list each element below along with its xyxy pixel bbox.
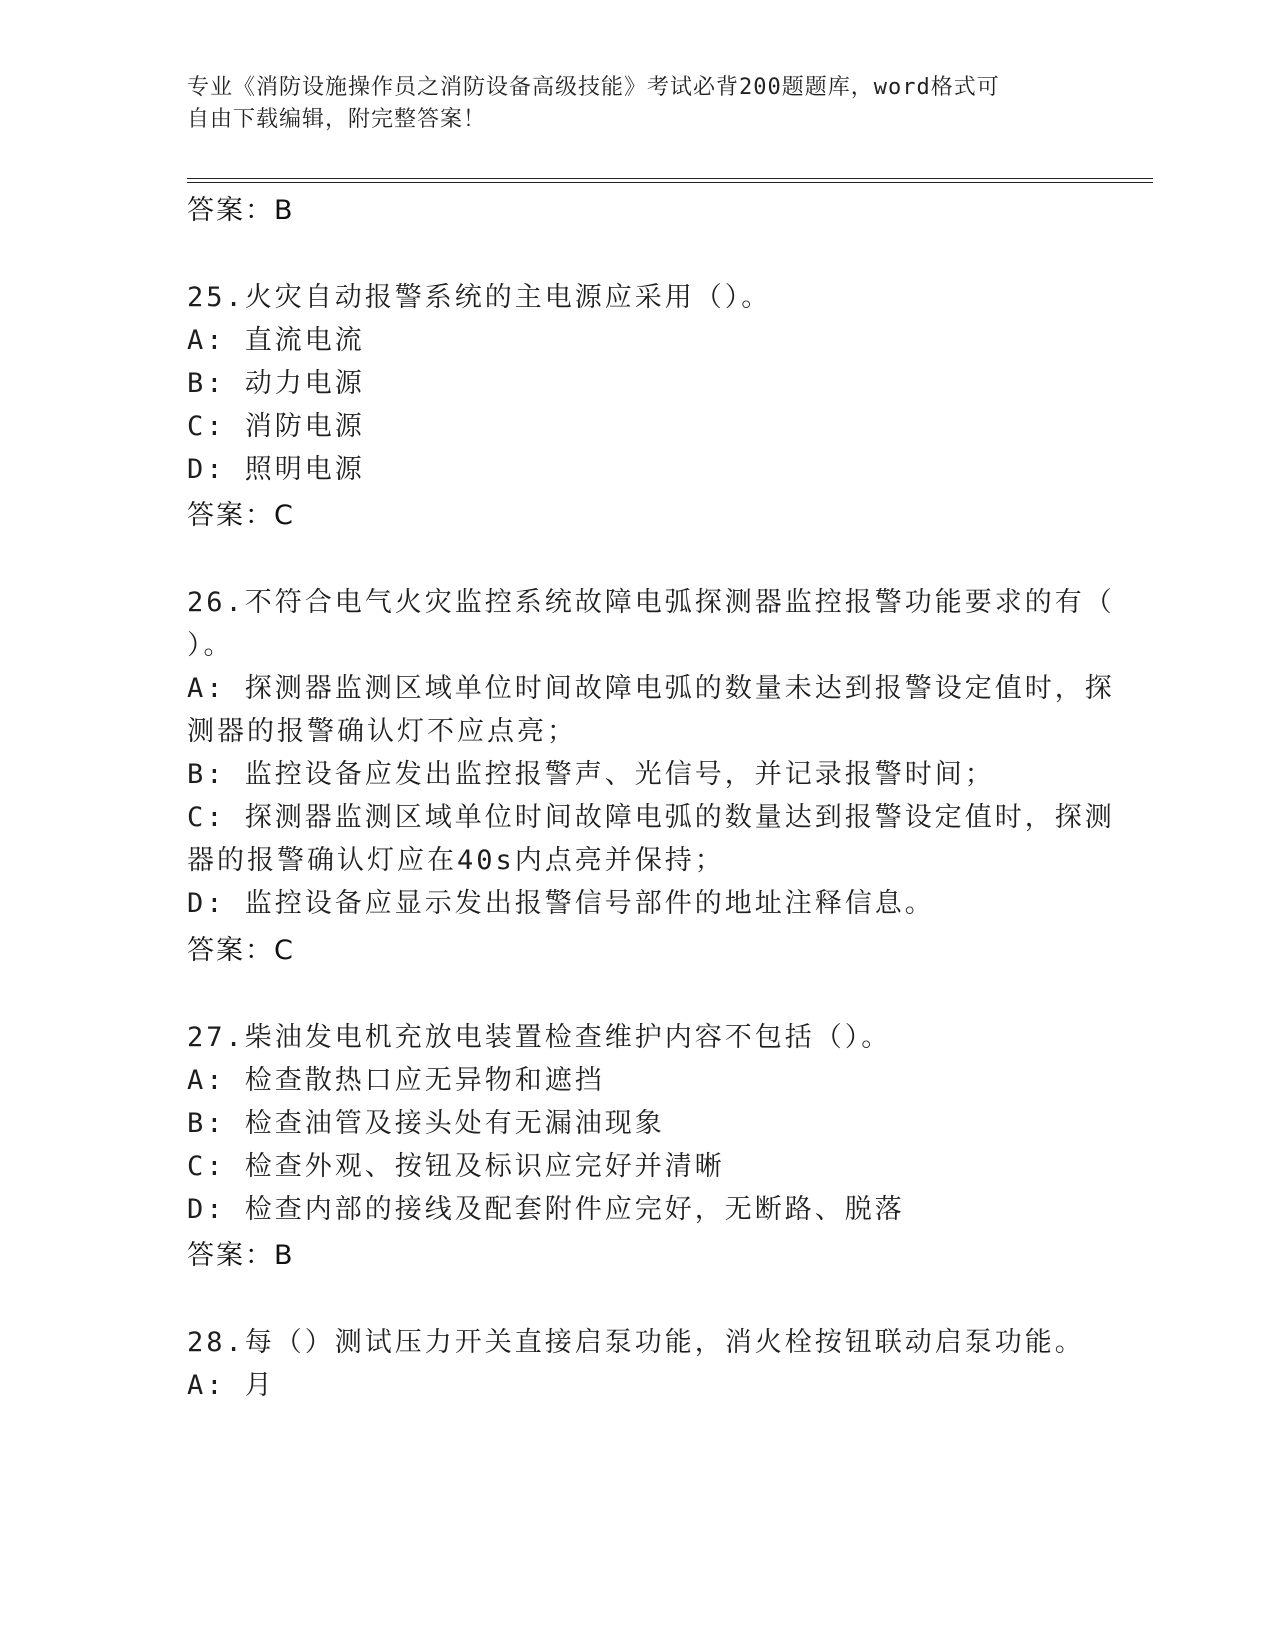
question-25-option-a: A: 直流电流 xyxy=(187,325,365,356)
question-26-option-a-line-2: 测器的报警确认灯不应点亮； xyxy=(187,716,577,747)
question-25-answer: 答案：C xyxy=(187,500,295,531)
question-26-option-c-line-1: C: 探测器监测区域单位时间故障电弧的数量达到报警设定值时，探测 xyxy=(187,802,1115,833)
answer-previous: 答案：B xyxy=(187,195,295,226)
question-25-option-d: D: 照明电源 xyxy=(187,454,365,485)
header-divider-top xyxy=(187,178,1153,179)
question-28-option-a: A: 月 xyxy=(187,1370,275,1401)
header-line-2: 自由下载编辑，附完整答案！ xyxy=(187,107,487,132)
document-header xyxy=(187,72,1087,136)
question-27-stem: 27.柴油发电机充放电装置检查维护内容不包括（）。 xyxy=(187,1022,892,1053)
question-26-stem-line-2: ）。 xyxy=(187,630,234,661)
question-27-option-b: B: 检查油管及接头处有无漏油现象 xyxy=(187,1108,665,1139)
question-26-option-c-line-2: 器的报警确认灯应在40s内点亮并保持； xyxy=(187,845,725,876)
header-line-1: 专业《消防设施操作员之消防设备高级技能》考试必背200题题库，word格式可 xyxy=(187,75,1000,100)
question-27-option-c: C: 检查外观、按钮及标识应完好并清晰 xyxy=(187,1151,725,1182)
question-26-stem-line-1: 26.不符合电气火灾监控系统故障电弧探测器监控报警功能要求的有（ xyxy=(187,587,1115,618)
question-26-answer: 答案：C xyxy=(187,935,295,966)
question-27-answer: 答案：B xyxy=(187,1240,295,1271)
question-26-option-b: B: 监控设备应发出监控报警声、光信号，并记录报警时间； xyxy=(187,759,995,790)
question-25-option-b: B: 动力电源 xyxy=(187,368,365,399)
question-27-option-d: D: 检查内部的接线及配套附件应完好，无断路、脱落 xyxy=(187,1194,905,1225)
question-28-stem: 28.每（）测试压力开关直接启泵功能，消火栓按钮联动启泵功能。 xyxy=(187,1327,1085,1358)
question-26-option-d: D: 监控设备应显示发出报警信号部件的地址注释信息。 xyxy=(187,888,935,919)
header-divider-bottom xyxy=(187,182,1153,183)
question-25-option-c: C: 消防电源 xyxy=(187,411,365,442)
question-26-option-a-line-1: A: 探测器监测区域单位时间故障电弧的数量未达到报警设定值时，探 xyxy=(187,673,1115,704)
question-25-stem: 25.火灾自动报警系统的主电源应采用（）。 xyxy=(187,282,772,313)
question-27-option-a: A: 检查散热口应无异物和遮挡 xyxy=(187,1065,605,1096)
